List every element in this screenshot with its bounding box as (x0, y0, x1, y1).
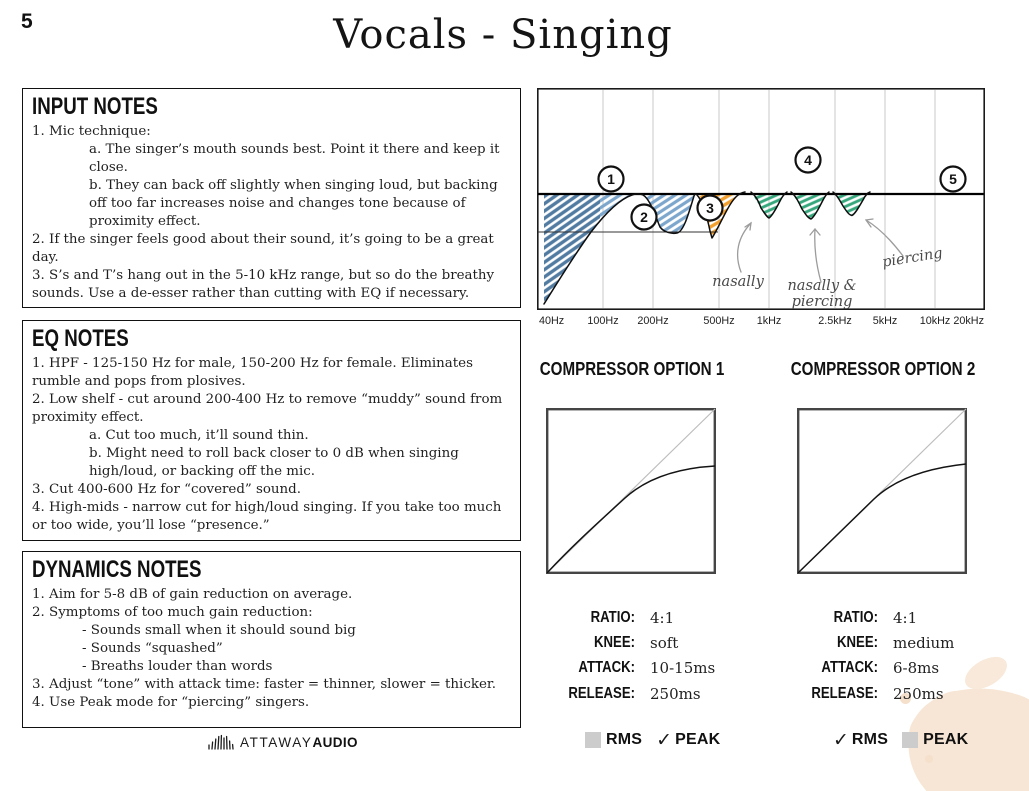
note-line: 1. Mic technique: (32, 124, 151, 139)
annotation-nasally: nasally (712, 274, 764, 290)
note-line: - Sounds “squashed” (82, 641, 223, 656)
setting-row: RELEASE: 250ms (811, 684, 944, 703)
note-line: - Breaths louder than words (82, 659, 273, 674)
soundwave-icon (207, 734, 235, 750)
compressor2-settings (782, 605, 1029, 706)
compressor2-title: COMPRESSOR OPTION 2 (790, 358, 976, 379)
svg-text:500Hz: 500Hz (703, 315, 735, 327)
compressor1-curve-graph (546, 408, 716, 574)
input-notes-title: INPUT NOTES (32, 93, 158, 120)
annotation-piercing: piercing (881, 245, 944, 271)
note-line: 2. Low shelf - cut around 200-400 Hz to remove “muddy” sound from proximity effect. (32, 392, 503, 425)
svg-text:1kHz: 1kHz (756, 315, 782, 327)
marker-2 (632, 205, 657, 230)
note-line: 3. Adjust “tone” with attack time: faster = thinner, slower = thicker. (32, 677, 497, 692)
compressor1-title: COMPRESSOR OPTION 1 (539, 358, 725, 379)
note-line: b. They can back off slightly when singing loud, but backing off too far increases noise and changes tone because of proximity effect. (89, 178, 498, 229)
page-title: Vocals - Singing (333, 12, 673, 58)
setting-row: RATIO: 4:1 (590, 608, 675, 627)
peak-label: PEAK (923, 731, 969, 748)
compressor1-settings (539, 605, 799, 706)
note-line: a. Cut too much, it’ll sound thin. (89, 428, 309, 443)
note-line: 4. High-mids - narrow cut for high/loud singing. If you take too much or too wide, you’ll lose “presence.” (32, 500, 502, 533)
eq-notes-title: EQ NOTES (32, 325, 129, 352)
setting-row: RELEASE: 250ms (568, 684, 701, 703)
rms-label: RMS (851, 731, 889, 748)
svg-text:100Hz: 100Hz (587, 315, 619, 327)
logo-text-attaway: ATTAWAY (240, 734, 313, 750)
note-line: 3. Cut 400-600 Hz for “covered” sound. (32, 482, 302, 497)
input-notes-box (22, 88, 521, 308)
logo-text-audio: AUDIO (312, 734, 358, 750)
peak-label: PEAK (675, 731, 721, 748)
svg-text:2: 2 (640, 209, 648, 225)
note-line: 1. Aim for 5-8 dB of gain reduction on average. (32, 587, 353, 602)
note-line: - Sounds small when it should sound big (82, 623, 356, 638)
note-line: 1. HPF - 125-150 Hz for male, 150-200 Hz for female. Eliminates rumble and pops from plosives. (32, 356, 473, 389)
note-line: 2. If the singer feels good about their sound, it’s going to be a great day. (32, 232, 494, 265)
dynamics-notes-title: DYNAMICS NOTES (32, 556, 202, 583)
annotation-nasally-piercing-line1: nasally & (787, 278, 857, 294)
marker-5 (941, 167, 966, 192)
compressor2-curve-graph (797, 408, 967, 574)
svg-text:1: 1 (607, 171, 615, 187)
setting-row: KNEE: soft (594, 633, 679, 652)
svg-text:5: 5 (949, 171, 957, 187)
note-line: 2. Symptoms of too much gain reduction: (32, 605, 313, 620)
setting-row: KNEE: medium (837, 633, 955, 652)
compressor1-detection-mode (585, 731, 734, 749)
setting-row: ATTACK: 10-15ms (578, 659, 716, 678)
marker-1 (599, 167, 624, 192)
svg-text:40Hz: 40Hz (539, 315, 565, 327)
page-number: 5 (21, 10, 33, 33)
svg-text:3: 3 (706, 200, 714, 216)
note-line: b. Might need to roll back closer to 0 dB when singing high/loud, or backing off the mic. (89, 446, 459, 479)
attaway-audio-logo (207, 734, 358, 750)
eq-frequency-graph (537, 88, 985, 330)
setting-row: RATIO: 4:1 (833, 608, 918, 627)
watermark-dot (925, 755, 933, 763)
rms-unchecked-box (585, 732, 601, 748)
eq-notes-box (22, 320, 521, 541)
compressor2-detection-mode (833, 731, 982, 749)
marker-4 (796, 148, 821, 173)
svg-text:20kHz: 20kHz (953, 315, 984, 327)
svg-text:200Hz: 200Hz (637, 315, 669, 327)
note-line: 4. Use Peak mode for “piercing” singers. (32, 695, 310, 710)
frequency-axis-labels (539, 315, 984, 327)
dynamics-notes-box (22, 551, 521, 728)
rms-check-icon: ✓ (833, 729, 849, 751)
annotation-nasally-piercing-line2: piercing (791, 294, 853, 310)
note-line: 3. S’s and T’s hang out in the 5-10 kHz range, but so do the breathy sounds. Use a de-esser rather than cutting with EQ if necessary. (32, 268, 495, 301)
svg-text:5kHz: 5kHz (872, 315, 898, 327)
peak-check-icon: ✓ (656, 729, 673, 751)
marker-3 (698, 196, 723, 221)
svg-text:2.5kHz: 2.5kHz (818, 315, 852, 327)
svg-text:4: 4 (804, 152, 812, 168)
svg-text:10kHz: 10kHz (919, 315, 951, 327)
note-line: a. The singer’s mouth sounds best. Point it there and keep it close. (89, 142, 500, 175)
peak-unchecked-box (902, 732, 918, 748)
setting-row: ATTACK: 6-8ms (821, 659, 940, 678)
rms-label: RMS (606, 731, 643, 748)
